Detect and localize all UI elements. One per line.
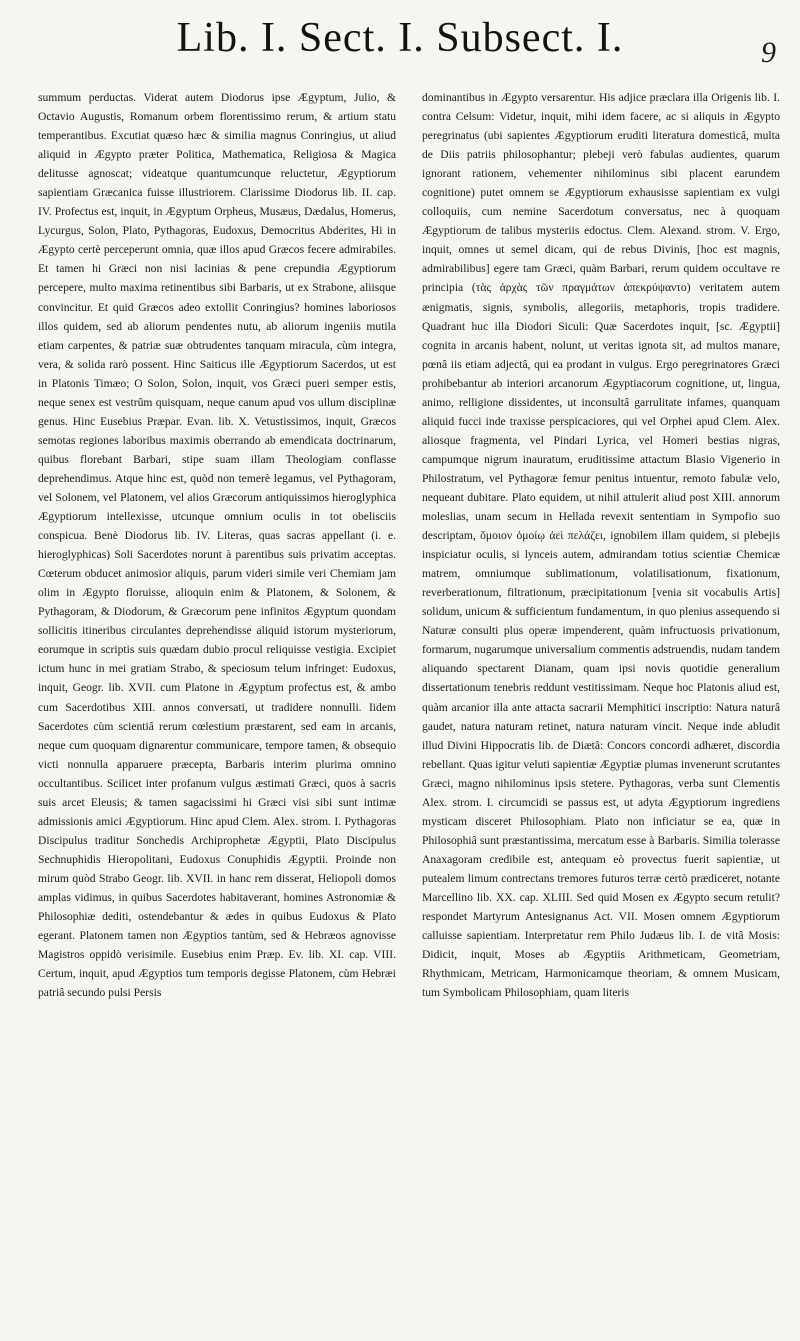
right-column xyxy=(422,88,780,1333)
running-head-title: Lib. I. Sect. I. Subsect. I. xyxy=(176,15,624,61)
text-columns xyxy=(38,88,780,1333)
running-head xyxy=(0,10,800,80)
right-column-text: dominantibus in Ægypto versarentur. His adjice præclara illa Origenis lib. I. contra Celsum: Videtur, inquit, mihi idem facere, ac si aliquis in Ægypto peregrinatus (ubi sapientes Ægyptiorum eruditi literatura domesticâ, multa de Diis patriis philosophantur; plebeji verò fabulas audientes, quarum ignorant rationem, vehementer nihilominus sibi placent earundem cognitione) putet omnem se Ægyptiorum exhausisse sapientiam ex vulgi colloquiis, cum nemine Sacerdotum conversatus, nec à quoquam Ægyptiorum de talibus mysteriis edoctus. Clem. Alexand. strom. V. Ergo, inquit, omnes ut semel dicam, qui de rebus Divinis, [hoc est magnis, admirabilibus] egere tam Græci, quàm Barbari, rerum quidem occultave re principia (τὰς ἀρχὰς τῶν πραγμάτων ἀπεκρύψαντο) veritatem autem ænigmatis, signis, symbolis, allegoriis, metaphoris, tropis tradidere. Quadrant huc illa Diodori Siculi: Quæ Sacerdotes inquit, [sc. Ægyptii] cognita in arcanis habent, nolunt, ut veritas ignota sit, ad multos manare, pœnâ iis etiam adjectâ, qui ea prodant in vulgus. Ergo peregrinatores Græci prohibebantur ab interiori arcanorum Ægyptiacorum cognitione, ut, lingua, animo, relligione dissidentes, ut inconsultâ garrulitate infames, quanquam aliquid fucci inde traxisse perspicaciores, qui vel Orphei apud Clem. Alex. aliosque fragmenta, vel Pindari Lyrica, vel Homeri bestias nigras, campumque nigrum inauratum, eruditissime attactum Blasio Vigenerio in Philostratum, vel Pythagoræ femur penitus intuentur, remoto fabulæ velo, nequeant dubitare. Plato equidem, ut nihil attulerit aliud post XIII. annorum moleslias, unam secum in Hellada revexit sententiam in Sympofio suo descriptam, ὅμοιον ὁμοίῳ ἀεὶ πελάζει, ignobilem illam quidem, si plebejis inspiciatur oculis, si lynceis autem, admirandam totius scientiæ Chemicæ matrem, omniumque sublimationum, volatilisationum, fixationum, reverberationum, filtrationum, præcipitationum [venia sit vocabulis Artis] solidum, unicum & sufficientum fundamentum, in quo plenius assequendo si Naturæ consulti plus operæ impenderent, quàm infructuosis privationum, formarum, nugarumque universalium commentis adstruendis, nudam tandem aliquando spectarent Dianam, quam ipsi novis quotidie generalium dissertationum tenebris reddunt vestitissimam. Neque hoc Platonis aliud est, quàm arcanior illa ante attacta sacrarii Memphitici inscriptio: Natura naturâ gaudet, natura naturam retinet, natura naturam vincit. Neque inde abludit illud Divini Hippocratis lib. de Diætâ: Concors concordi adhæret, discordia rebellant. Quas igitur veluti sapientiæ Ægyptiæ plumas invenerunt scrutantes Græci, magno nihilominus ipsis stetere. Pythagoras, verba sunt Clementis Alex. strom. I. circumcidi se passus est, ut adyta Ægyptiorum ingrediens mysticam disceret Philosophiam. Plato non inficiatur se ea, quæ in Philosophiâ sunt præstantissima, mercatum esse à Barbaris. Similia tolerasse Anaxagoram credibile est, antequam eò provectus fuerit sapientiæ, ut putealem limum contrectans tremores futuros terræ certò prædiceret, notante Marcellino lib. XX. cap. XLIII. Sed quid Mosen ex Ægypto secum retulit? respondet Martyrum Antesignanus Act. VII. Mosen omnem Ægyptiorum calluisse sapientiam. Interpretatur rem Philo Judæus lib. I. de vitâ Mosis: Didicit, inquit, Moses ab Ægyptiis Arithmeticam, Geometriam, Rhythmicam, Metricam, Harmonicamque theoriam, & omnem Musicam, tum Symbolicam Philosophiam, quam literis xyxy=(422,91,780,1000)
page-number: 9 xyxy=(761,36,776,69)
left-column xyxy=(38,88,396,1333)
left-column-text: summum perductas. Viderat autem Diodorus ipse Ægyptum, Julio, & Octavio Augustis, Romanum orbem florentissimo rerum, & artium statu temperantibus. Excutiat quæso hæc & similia magnus Conringius, ut aliud aliquid in Ægypto præter Politica, Mathematica, Religiosa & Magica delitusse agnoscat; videatque quantumcunque reluctetur, Ægyptiorum sapientiam Græcanica fuisse illustriorem. Clarissime Diodorus lib. II. cap. IV. Profectus est, inquit, in Ægyptum Orpheus, Musæus, Dædalus, Homerus, Lycurgus, Solon, Plato, Pythagoras, Eudoxus, Democritus Abderites, Hi in Ægypto certè perceperunt omnia, quæ illos apud Græcos fecere admirabiles. Et tamen hi Græci non nisi lacinias & pene crepundia Ægyptiorum percepere, multo maxima retinentibus sibi Barbaris, ut ex Strabone, aliisque convincitur. Et quid Græcos adeo extollit Conringius? homines laboriosos illos quidem, sed ab aliorum pendentes nutu, ab aliorum ingeniis mutila etiam carpentes, & patriæ suæ obtrudentes tanquam miracula, cùm integra, vera, & solida rarò possent. Hinc Saiticus ille Ægyptiorum Sacerdos, ut est in Platonis Timæo; O Solon, Solon, inquit, vos Græci pueri semper estis, neque senex est vestrûm quisquam, neque canum apud vos ullum disciplinæ genus. Hinc Eusebius Præpar. Evan. lib. X. Vetustissimos, inquit, Græcos semotas regiones laboribus maximis oberrando ab emendicata doctrinarum, quibus florebant Barbari, stipe suam illam Theologiam conflasse deprehendimus. Atque hinc est, quòd non temerè legamus, vel Pythagoram, vel Solonem, vel Platonem, vel alios Græcorum antiquissimos hieroglyphica Ægyptiorum intellexisse, utcunque omnium oculis in tot obelisciis conspicua. Benè Diodorus lib. IV. Literas, quas sacras appellant (i. e. hieroglyphicas) Soli Sacerdotes norunt à parentibus suis privatim acceptas. Cœterum obducet animosior aliquis, parum videri simile veri Chemiam jam olim in Ægypto floruisse, alioquin enim & Platonem, & Solonem, & Pythagoram, & Diodorum, & Græcorum pene infinitos Ægyptum quondam sollicitis itineribus circulantes deprehendisse aliquid istorum mysteriorum, eorumque in scriptis suis quædam dubio procul reliquisse vestigia. Excipiet ictum hunc in mei gratiam Strabo, & speciosum telum infringet: Eudoxus, inquit, Geogr. lib. XVII. cum Platone in Ægyptum profectus est, & ambo cum Sacerdotibus XIII. annos conversati, ut tradidere nonnulli. Iidem Sacerdotes cùm scientiâ rerum cœlestium præstarent, sed eam in arcanis, neque cum quoquam dignarentur communicare, tempore tamen, & obsequio victi nonnulla apparuere præcepta, Barbaris interim plurima omnino occultantibus. Scilicet inter profanum vulgus æstimati Græci, quos à sacris suis arcet Eleusis; & tamen sagacissimi hi Græci visi sibi sunt intimæ admissionis amici Ægyptiorum. Hinc apud Clem. Alex. strom. I. Pythagoras Discipulus traditur Sonchedis Archiprophetæ Ægyptii, Plato Discipulus Sechnuphidis Hieropolitani, Eudoxus Conuphidis Ægyptii. Proinde non mirum quòd Strabo Geogr. lib. XVII. in hanc rem disserat, Heliopoli domos amplas vidimus, in quibus Sacerdotes habitaverant, homines Astronomiæ & Philosophiæ dediti, ostendebantur & ædes in quibus Eudoxus & Plato egerant. Platonem tamen non Ægyptios tantùm, sed & Hebræos agnovisse Magistros oppidò verisimile. Eusebius enim Præp. Ev. lib. XI. cap. VIII. Certum, inquit, apud Ægyptios tum temporis degisse Platonem, cùm Hebræi patriâ secundo pulsi Persis xyxy=(38,91,396,1000)
